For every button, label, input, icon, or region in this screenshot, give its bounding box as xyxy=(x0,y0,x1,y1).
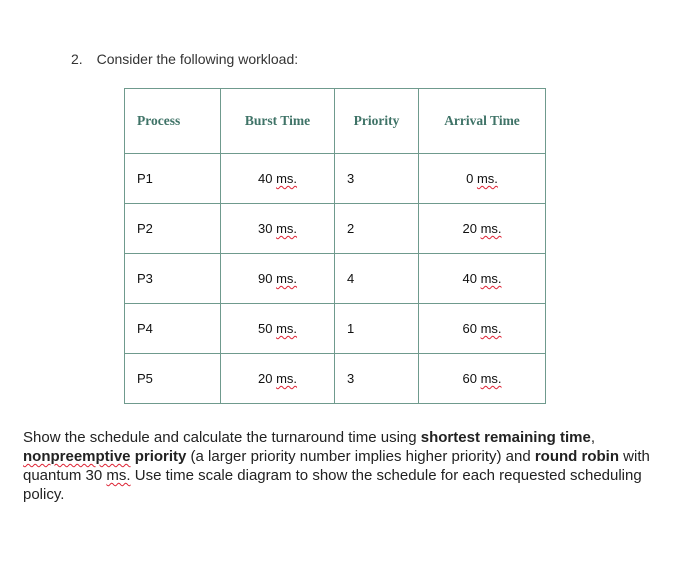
burst-unit: ms. xyxy=(276,271,298,286)
cell-arrival-time xyxy=(419,254,546,304)
cell-priority: 3 xyxy=(335,154,419,204)
instructions-paragraph xyxy=(23,428,663,504)
table-row xyxy=(125,354,546,404)
cell-priority: 1 xyxy=(335,304,419,354)
nonpreemptive-term: nonpreemptive xyxy=(23,448,131,465)
question-heading xyxy=(71,51,298,67)
burst-unit: ms. xyxy=(276,321,298,336)
cell-arrival-time xyxy=(419,304,546,354)
arrival-unit: ms. xyxy=(480,371,502,386)
arrival-value: 20 xyxy=(462,221,477,236)
instructions-text: Use time scale diagram to show the schedule for each requested scheduling policy. xyxy=(23,467,642,503)
arrival-value: 0 xyxy=(466,171,474,186)
header-process: Process xyxy=(125,89,221,154)
cell-process: P4 xyxy=(125,304,221,354)
cell-priority: 2 xyxy=(335,204,419,254)
arrival-unit: ms. xyxy=(480,321,502,336)
cell-priority: 3 xyxy=(335,354,419,404)
burst-value: 50 xyxy=(257,321,273,336)
ms-unit: ms. xyxy=(106,467,131,484)
burst-unit: ms. xyxy=(276,221,298,236)
burst-unit: ms. xyxy=(276,371,298,386)
table-row xyxy=(125,304,546,354)
cell-process: P5 xyxy=(125,354,221,404)
arrival-value: 60 xyxy=(462,321,477,336)
instructions-text: (a larger priority number implies higher priority) and xyxy=(186,448,535,465)
cell-burst-time xyxy=(221,354,335,404)
table-row xyxy=(125,204,546,254)
round-robin-term: round robin xyxy=(534,448,619,465)
header-arrival-time: Arrival Time xyxy=(419,89,546,154)
srt-term: shortest remaining time xyxy=(420,429,591,446)
table-row xyxy=(125,154,546,204)
cell-process: P3 xyxy=(125,254,221,304)
cell-arrival-time xyxy=(419,154,546,204)
cell-arrival-time xyxy=(419,204,546,254)
table-header-row xyxy=(125,89,546,154)
cell-process: P1 xyxy=(125,154,221,204)
priority-term: priority xyxy=(130,448,187,465)
cell-burst-time xyxy=(221,254,335,304)
arrival-unit: ms. xyxy=(476,171,498,186)
arrival-unit: ms. xyxy=(480,221,502,236)
cell-arrival-time xyxy=(419,354,546,404)
instructions-text: , xyxy=(590,429,595,446)
cell-priority: 4 xyxy=(335,254,419,304)
instructions-text: with quantum 30 xyxy=(23,448,650,484)
cell-burst-time xyxy=(221,204,335,254)
arrival-unit: ms. xyxy=(480,271,502,286)
cell-process: P2 xyxy=(125,204,221,254)
workload-table xyxy=(124,88,546,404)
cell-burst-time xyxy=(221,304,335,354)
table-row xyxy=(125,254,546,304)
cell-burst-time xyxy=(221,154,335,204)
burst-value: 20 xyxy=(257,371,273,386)
header-burst-time: Burst Time xyxy=(221,89,335,154)
question-number: 2. xyxy=(71,51,83,67)
burst-unit: ms. xyxy=(276,171,298,186)
arrival-value: 60 xyxy=(462,371,477,386)
arrival-value: 40 xyxy=(462,271,477,286)
burst-value: 30 xyxy=(257,221,273,236)
burst-value: 40 xyxy=(257,171,273,186)
question-text: Consider the following workload: xyxy=(96,51,299,67)
header-priority: Priority xyxy=(335,89,419,154)
instructions-text: Show the schedule and calculate the turnaround time using xyxy=(23,429,421,446)
burst-value: 90 xyxy=(257,271,273,286)
